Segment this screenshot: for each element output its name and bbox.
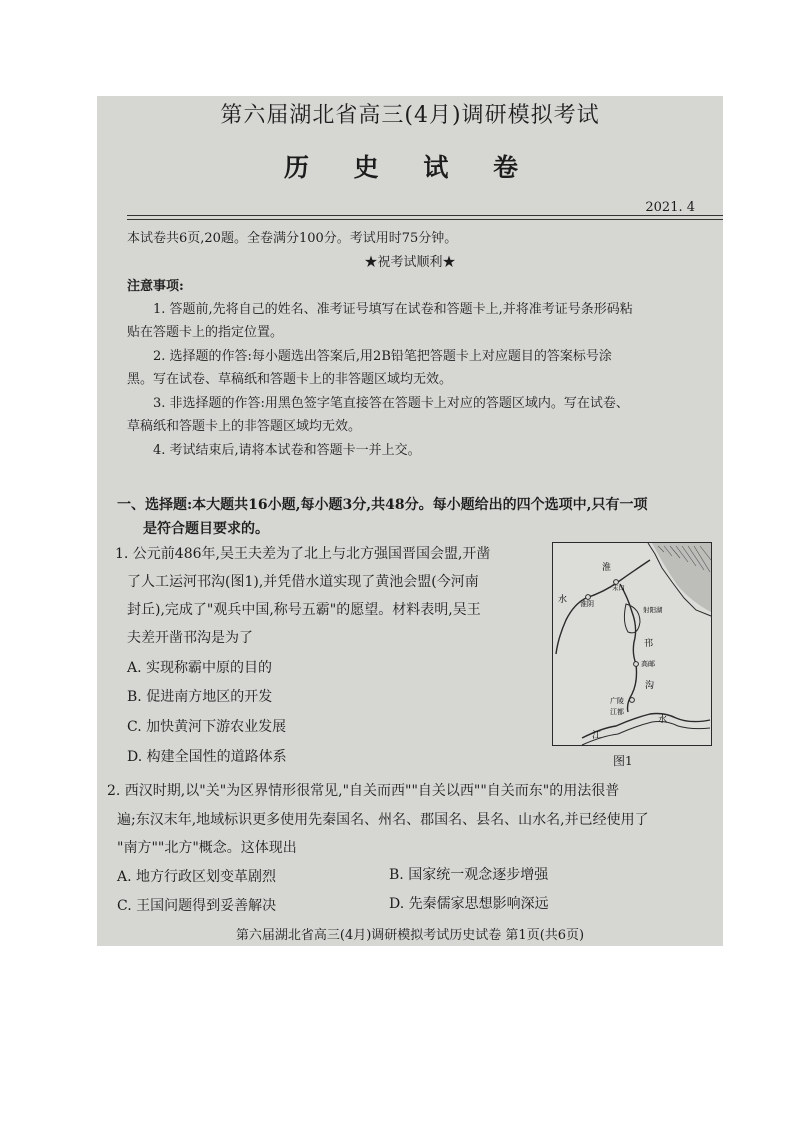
map-label-jiang: 江 — [592, 731, 602, 741]
note-line: 4. 考试结束后,请将本试卷和答题卡一并上交。 — [153, 443, 421, 458]
q2-stem-line: 遍;东汉末年,地域标识更多使用先秦国名、州名、郡国名、县名、山水名,并已经使用了 — [117, 812, 649, 828]
q2-stem-line: "南方""北方"概念。这体现出 — [117, 840, 297, 856]
header-rule-top — [127, 215, 723, 216]
q1-option-c: C. 加快黄河下游农业发展 — [127, 719, 287, 735]
map-label-huai-shui: 水 — [558, 595, 568, 605]
q2-option-c: C. 王国问题得到妥善解决 — [117, 898, 277, 914]
map-label-guangling: 广陵 — [610, 697, 624, 705]
exam-intro: 本试卷共6页,20题。全卷满分100分。考试用时75分钟。 — [127, 231, 458, 246]
section-heading-cont: 是符合题目要求的。 — [143, 521, 269, 537]
map-label-han: 邗 — [644, 639, 654, 649]
exam-date: 2021. 4 — [645, 200, 695, 215]
map-label-gou: 沟 — [645, 681, 655, 691]
note-line: 草稿纸和答题卡上的非答题区域均无效。 — [127, 419, 362, 434]
q1-option-b: B. 促进南方地区的开发 — [127, 689, 273, 705]
map-label-huai: 淮 — [602, 563, 612, 573]
exam-title: 第六届湖北省高三(4月)调研模拟考试 — [220, 103, 600, 128]
note-line: 3. 非选择题的作答:用黑色签字笔直接答在答题卡上对应的答题区域内。写在试卷、 — [153, 396, 629, 411]
notes-heading: 注意事项: — [127, 279, 184, 294]
gaoyou-city — [634, 662, 639, 667]
map-label-gaoyou: 高邮 — [641, 660, 655, 668]
subject-title: 历 史 试 卷 — [283, 153, 537, 182]
q2-option-a: A. 地方行政区划变革剧烈 — [117, 869, 277, 885]
map-label-huaiyin: 淮阴 — [580, 600, 594, 608]
blessing-text: ★祝考试顺利★ — [364, 255, 456, 270]
q1-option-d: D. 构建全国性的道路体系 — [127, 749, 287, 765]
map-label-shui: 水 — [658, 715, 668, 725]
map-label-sheyang: 射阳湖 — [643, 606, 663, 614]
guangling-city — [630, 698, 635, 703]
q1-stem-line: 封丘),完成了"观兵中国,称号五霸"的愿望。材料表明,吴王 — [127, 602, 481, 618]
q2-option-b: B. 国家统一观念逐步增强 — [389, 867, 549, 883]
q1-stem-line: 了人工运河邗沟(图1),并凭借水道实现了黄池会盟(今河南 — [127, 574, 479, 590]
exam-page — [97, 96, 723, 946]
huaiyin-city — [586, 595, 591, 600]
note-line: 2. 选择题的作答:每小题选出答案后,用2B铅笔把答题卡上对应题目的答案标号涂 — [153, 349, 612, 364]
q1-stem-line: 1. 公元前486年,吴王夫差为了北上与北方强国晋国会盟,开凿 — [115, 546, 491, 562]
q1-option-a: A. 实现称霸中原的目的 — [127, 660, 273, 676]
q1-stem-line: 夫差开凿邗沟是为了 — [127, 630, 253, 646]
header-rule-bottom — [127, 219, 723, 220]
note-line: 黑。写在试卷、草稿纸和答题卡上的非答题区域均无效。 — [127, 372, 453, 387]
map-caption: 图1 — [613, 754, 633, 768]
section-heading: 一、选择题:本大题共16小题,每小题3分,共48分。每小题给出的四个选项中,只有一项 — [117, 497, 648, 513]
map-label-mokou: 末口 — [612, 584, 625, 592]
note-line: 贴在答题卡上的指定位置。 — [127, 325, 284, 340]
map-label-jiangdu: 江都 — [610, 708, 624, 716]
hangou-canal-map — [552, 542, 712, 746]
note-line: 1. 答题前,先将自己的姓名、准考证号填写在试卷和答题卡上,并将准考证号条形码粘 — [153, 302, 633, 317]
page-footer: 第六届湖北省高三(4月)调研模拟考试历史试卷 第1页(共6页) — [235, 928, 585, 943]
q2-stem-line: 2. 西汉时期,以"关"为区界情形很常见,"自关而西""自关以西""自关而东"的用法很普 — [107, 783, 620, 799]
q2-option-d: D. 先秦儒家思想影响深远 — [389, 896, 549, 912]
